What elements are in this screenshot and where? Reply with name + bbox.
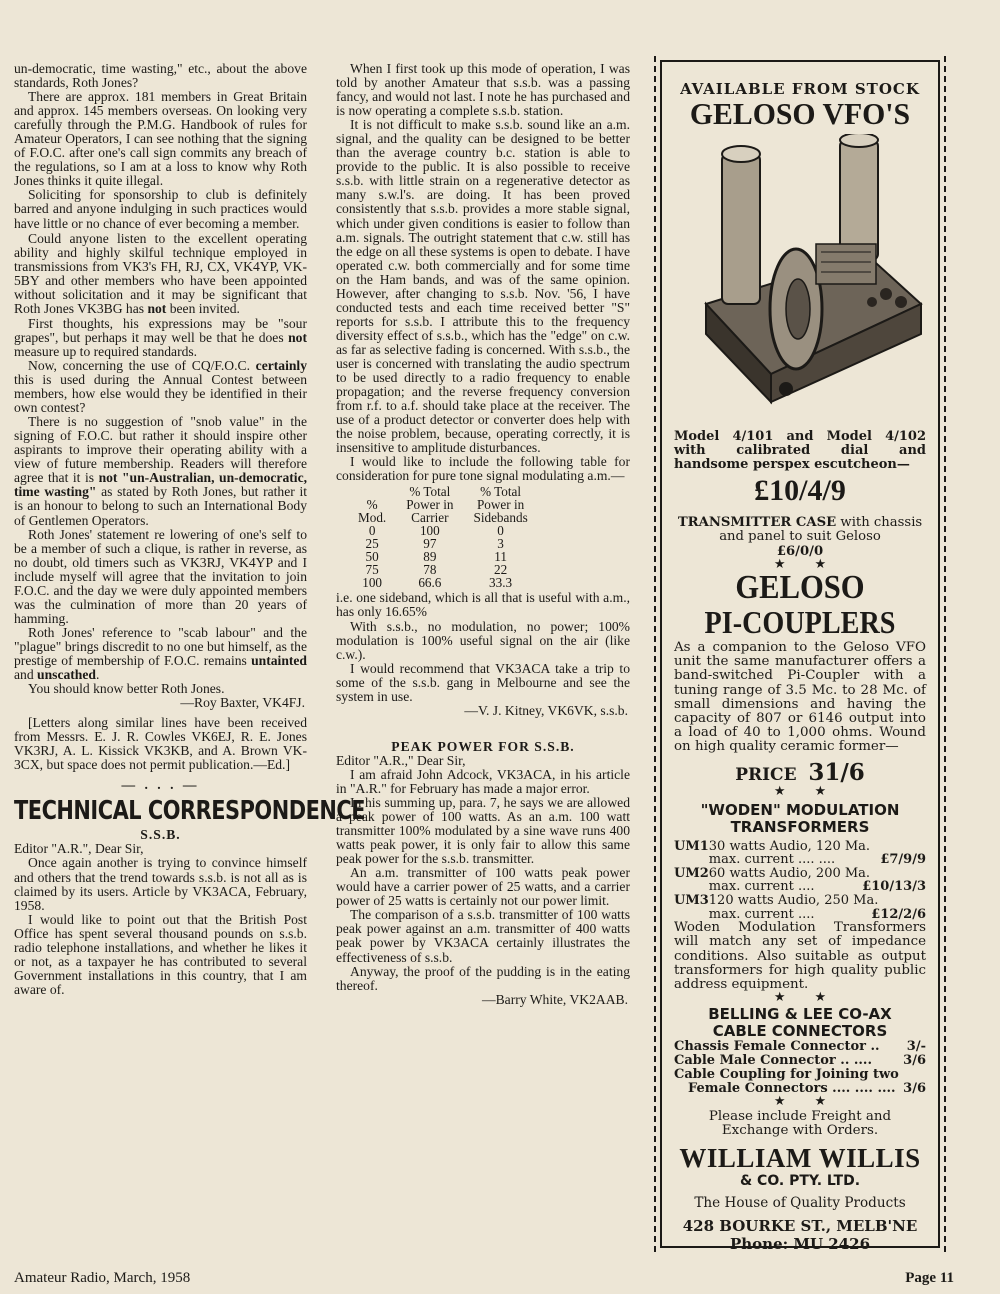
paragraph: I would recommend that VK3ACA take a trip to some of the s.s.b. gang in Melbourne and see the system in use. [336,660,630,704]
ad-availability: AVAILABLE FROM STOCK [680,80,920,98]
paragraph: The comparison of a s.s.b. transmitter of 100 watts peak power against an a.m. transmitter of 400 watts peak power by VK3ACA certainly illustrates the effectiveness of s.s.b. [336,907,630,965]
paragraph: Now, concerning the use of CQ/F.O.C. certainly this is used during the Annual Contest between members, how else would they be identified in their own contest? [14,357,307,416]
table-row: UM2 60 watts Audio, 200 Ma. max. current .... £10/13/3 [674,865,926,895]
section-title: TECHNICAL CORRESPONDENCE [14,796,366,827]
ad-address: 428 BOURKE ST., MELB'NE [682,1216,918,1235]
paragraph: Soliciting for sponsorship to club is definitely barred and anyone indulging in such practices would have little or no chance of ever becoming a member. [14,187,307,231]
ad-pi-price: PRICE 31/6 [735,758,865,786]
paragraph: It is not difficult to make s.s.b. sound like an a.m. signal, and the quality can be designed to be better than the average country b.c. station is able to provide to the public. It is also possible to receive s.s.b. with little strain on a regenerative detector as many s.w.l's. are doing. It has been proved consistently that s.s.b. provides a more stable signal, which under given conditions is easier to follow than a.m. signals. The outright statement that c.w. still has the edge on all these systems is open to debate. I have operated c.w. both commercially and for some time on the Ham bands, and was of the same opinion. However, after changing to s.s.b. Nov. '56, I have conducted tests and each time received better "S" reports for s.s.b. I attribute this to the frequency diversity effect of s.s.b., which has the "edge" on c.w. as far as selective fading is concerned. With s.s.b., the user is concerned with translating the audio spectrum to be used directly to a radio frequency to enable propagation; and the reverse frequency conversion from r.f. to a.f. should take place at the receiver. The use of a product detector or converter does help with the noise problem, because, operating correctly, it is insensitive to amplitude disturbances. [336,117,630,456]
star-icon: ★ ★ [773,1094,827,1110]
ad-geloso-heading: GELOSO [735,569,865,606]
star-icon: ★ ★ [773,557,827,572]
paragraph: Roth Jones' reference to "scab labour" and the "plague" brings discredit to no one but himself, as the prestige of membership of F.O.C. remains untainted and unscathed. [14,624,307,683]
table-row: 75 78 22 [365,562,508,578]
ad-model-text: Model 4/101 and Model 4/102 with calibrated dial and handsome perspex escutcheon— [674,429,926,472]
salutation: Editor "A.R.," Dear Sir, [336,752,466,768]
ad-belling-heading: BELLING & LEE CO-AX CABLE CONNECTORS [708,1005,892,1041]
ad-headline: GELOSO VFO'S [689,96,911,131]
table-row: 0 100 0 [368,523,504,539]
modulation-table: % Total % Total % Power in Power in Mod. Carrier Sidebands 0 100 0 25 97 3 50 89 11 75 78 22 100 66.6 33.3 [348,485,538,589]
signature: —V. J. Kitney, VK6VK, s.s.b. [464,702,628,718]
list-item: Cable Coupling for Joining two [674,1067,899,1083]
paragraph: There is no suggestion of "snob value" in the signing of F.O.C. but rather it should inspire other aspirants to improve their operating ability with a view of future membership. Readers will therefore agree that it is not "un-Australian, un-democratic, time wasting" as stated by Roth Jones, but rather it is an honour to belong to such an International Body of Gentlemen Operators. [14,414,307,528]
paragraph: I would like to include the following table for consideration for pure tone signal modulating a.m.— [336,454,630,484]
footer-publication: Amateur Radio, March, 1958 [14,1270,191,1286]
ad-order-note: Please include Freight and Exchange with Orders. [708,1109,892,1139]
ad-phone: Phone: MU 2426 [729,1234,871,1253]
paragraph: i.e. one sideband, which is all that is useful with a.m., has only 16.65% [336,590,630,620]
list-item: Chassis Female Connector .. 3/- [674,1039,926,1055]
ad-connector-list [674,1040,926,1096]
star-icon: ★ ★ [773,783,827,799]
sub-title: S.S.B. [140,827,181,843]
column-1 [14,61,366,997]
ad-case-price: £6/0/0 [776,544,824,559]
paragraph: Roth Jones' statement re lowering of one's self to be a member of such a clique, is rather in reverse, as no doubt, old timers such as VK3RJ, VK4YP and I include myself will agree that the invitation to join F.O.C. and the day we were duly appointed members was the culmination of more than 20 years of hamming. [14,526,307,626]
table-row: UM1 30 watts Audio, 120 Ma. max. current .... .... £7/9/9 [674,838,926,868]
ad-woden-description: Woden Modulation Transformers will match any set of impedance conditions. Also suitable as output transformers for high quality public address equipment. [674,920,926,992]
ad-pi-description: As a companion to the Geloso VFO unit the same manufacturer offers a band-switched Pi-Coupler with a tuning range of 3.5 Mc. to 28 Mc. of small dimensions and having the capacity of 807 or 6146 output into a load of 40 to 1,000 ohms. Wound on high quality ceramic former— [674,640,926,755]
paragraph: You should know better Roth Jones. [28,681,225,697]
advertisement [660,60,940,1253]
table-row: 100 66.6 33.3 [362,575,513,591]
paragraph: Once again another is trying to convince himself and others that the trend towards s.s.b. is not all as is claimed by its users. Article by VK3ACA, February, 1958. [14,855,307,913]
paragraph: un-democratic, time wasting," etc., about the above standards, Roth Jones? [14,61,307,91]
ad-company-name: WILLIAM WILLIS [679,1142,921,1173]
paragraph: I would like to point out that the British Post Office has spent several thousand pounds on s.s.b. radio telephone installations, and whether he likes it or not, as a taxpayer he has contributed to several Government installations in this country, that I am aware of. [14,911,307,997]
paragraph: First thoughts, his expressions may be "sour grapes", but perhaps it may well be that he does not measure up to required standards. [14,315,307,359]
table-row: UM3 120 watts Audio, 250 Ma. max. current .... £12/2/6 [674,893,926,922]
star-icon: ★ ★ [773,990,827,1006]
ad-woden-heading: "WODEN" MODULATION TRANSFORMERS [700,800,900,836]
column-2 [336,62,630,1007]
ad-pi-heading: PI-COUPLERS [704,604,896,640]
separator: — . . . — [121,777,200,793]
table-row: 25 97 3 [365,536,504,552]
ad-case-text: TRANSMITTER CASE with chassis and panel to suit Geloso [677,515,923,544]
paragraph: I am afraid John Adcock, VK3ACA, in his article in "A.R." for February has made a major error. [336,766,630,796]
salutation: Editor "A.R.", Dear Sir, [14,841,144,857]
paragraph: Could anyone listen to the excellent operating ability and highly skilful technique employed in transmissions from VK3's FH, RJ, CX, VK4YP, VK-5BY and other members who have been appointed without solicitation and it may be significant that Roth Jones VK3BG has not been invited. [14,230,307,316]
paragraph: In his summing up, para. 7, he says we are allowed a peak power of 100 watts. As an a.m. 100 watt transmitter 100% modulated by a sine wave runs 400 watts peak power, it is only fair to allow this same peak power for the s.s.b. transmitter. [336,795,630,867]
vfo-unit-image [676,134,924,424]
letter-heading: PEAK POWER FOR S.S.B. [391,738,575,754]
paragraph: Anyway, the proof of the pudding is in the eating thereof. [336,963,630,993]
footer-page-number: Page 11 [905,1270,954,1286]
editor-note: [Letters along similar lines have been received from Messrs. E. J. R. Cowles VK6EJ, R. E. Jones VK3RJ, A. L. Kissick VK3KB, and A. Brown VK-3CX, but space does not permit publication.—Ed.] [14,715,307,773]
signature: —Roy Baxter, VK4FJ. [180,695,305,711]
table-row: 50 89 11 [365,549,507,565]
ad-slogan: The House of Quality Products [694,1194,906,1211]
ad-price: £10/4/9 [754,474,846,507]
signature: —Barry White, VK2AAB. [482,991,628,1007]
ad-woden-table [674,840,926,922]
paragraph: An a.m. transmitter of 100 watts peak power would have a carrier power of 25 watts, and a carrier power of 25 watts is certainly not our power limit. [336,865,630,909]
list-item: Female Connectors .... .... .... 3/6 [688,1081,926,1097]
paragraph: When I first took up this mode of operation, I was told by another Amateur that s.s.b. was a passing fancy, and would not last. I note he has purchased and is now operating a complete s.s.b. station. [336,61,630,119]
list-item: Cable Male Connector .. .... 3/6 [674,1053,926,1069]
ad-company-suffix: & CO. PTY. LTD. [739,1172,861,1189]
paragraph: There are approx. 181 members in Great Britain and approx. 145 members overseas. On looking very carefully through the P.M.G. Handbook of rules for Amateur Operators, I can see nothing that the signing of F.O.C. after one's call sign commits any breach of the regulations, so I am at a loss to know why Roth Jones thinks it quite illegal. [14,89,307,189]
paragraph: With s.s.b., no modulation, no power; 100% modulation is 100% useful signal on the air (like c.w.). [336,618,630,662]
